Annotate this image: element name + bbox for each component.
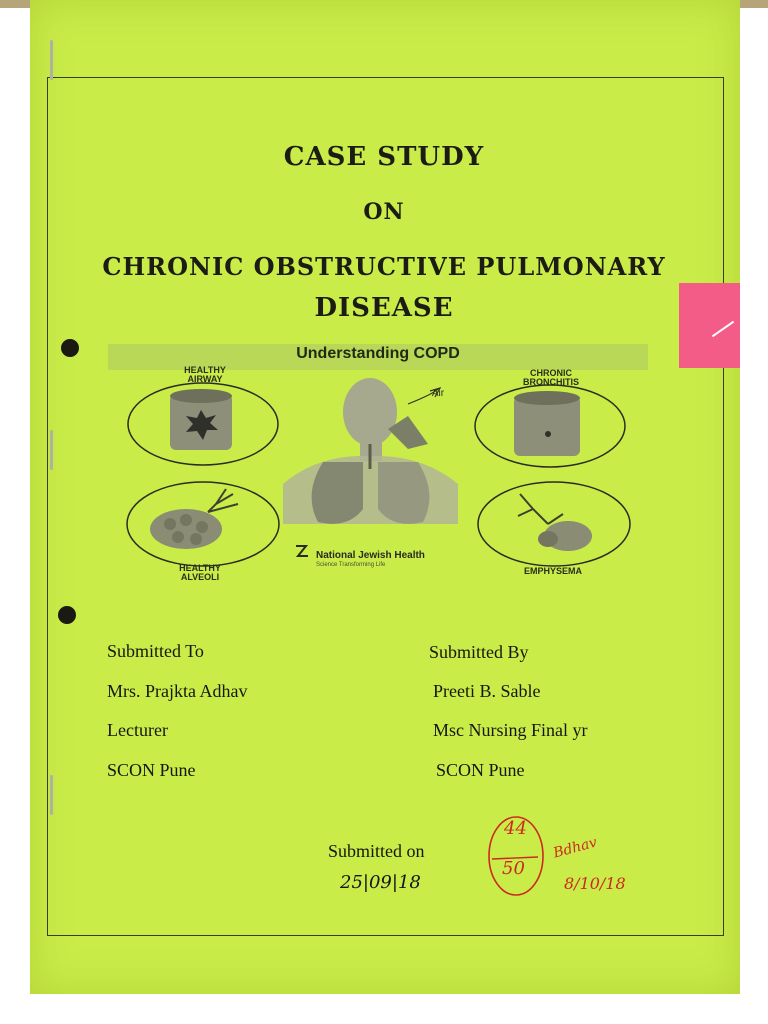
national-jewish-health-logo-icon: [296, 546, 308, 556]
grader-signature: Bdhav: [551, 834, 599, 862]
figure-heading: Understanding COPD: [296, 345, 460, 362]
punch-hole-bottom: [58, 606, 76, 624]
staple-top: [50, 40, 53, 80]
submitted-date: 25|09|18: [340, 872, 421, 893]
graded-date: 8/10/18: [564, 874, 626, 893]
staple-middle: [50, 430, 53, 470]
submitted-by-heading: Submitted By: [429, 642, 529, 662]
title-line-3: CHRONIC OBSTRUCTIVE PULMONARY: [102, 252, 666, 281]
submitted-by-name: Preeti B. Sable: [433, 681, 541, 701]
copd-figure: [108, 344, 648, 582]
submitted-on-label: Submitted on: [328, 841, 425, 861]
submitted-to-role: Lecturer: [107, 720, 168, 740]
emphysema-illustration: [478, 482, 630, 566]
logo-tagline: Science Transforming Life: [316, 562, 386, 568]
submitted-to-place: SCON Pune: [107, 760, 196, 780]
logo-name: National Jewish Health: [316, 550, 425, 561]
torso-illustration: [283, 378, 458, 524]
label-chronic-bronchitis: CHRONIC BRONCHITIS: [523, 368, 579, 387]
healthy-alveoli-illustration: [127, 482, 279, 566]
score-total: 50: [502, 858, 525, 879]
title-line-1: CASE STUDY: [283, 142, 485, 172]
chronic-bronchitis-illustration: [475, 385, 625, 467]
label-air: Air: [431, 388, 445, 399]
title-line-4: DISEASE: [314, 293, 454, 323]
score-value: 44: [504, 818, 527, 839]
submitted-by-place: SCON Pune: [436, 760, 525, 780]
submitted-to-name: Mrs. Prajkta Adhav: [107, 681, 248, 701]
label-emphysema: EMPHYSEMA: [523, 566, 582, 576]
punch-hole-top: [61, 339, 79, 357]
label-healthy-airway: HEALTHY AIRWAY: [184, 365, 226, 384]
submitted-by-role: Msc Nursing Final yr: [433, 720, 588, 740]
staple-bottom: [50, 775, 53, 815]
healthy-airway-illustration: [128, 383, 278, 465]
submitted-to-heading: Submitted To: [107, 641, 204, 661]
title-line-2: ON: [363, 199, 405, 225]
label-healthy-alveoli: HEALTHY ALVEOLI: [179, 563, 221, 582]
